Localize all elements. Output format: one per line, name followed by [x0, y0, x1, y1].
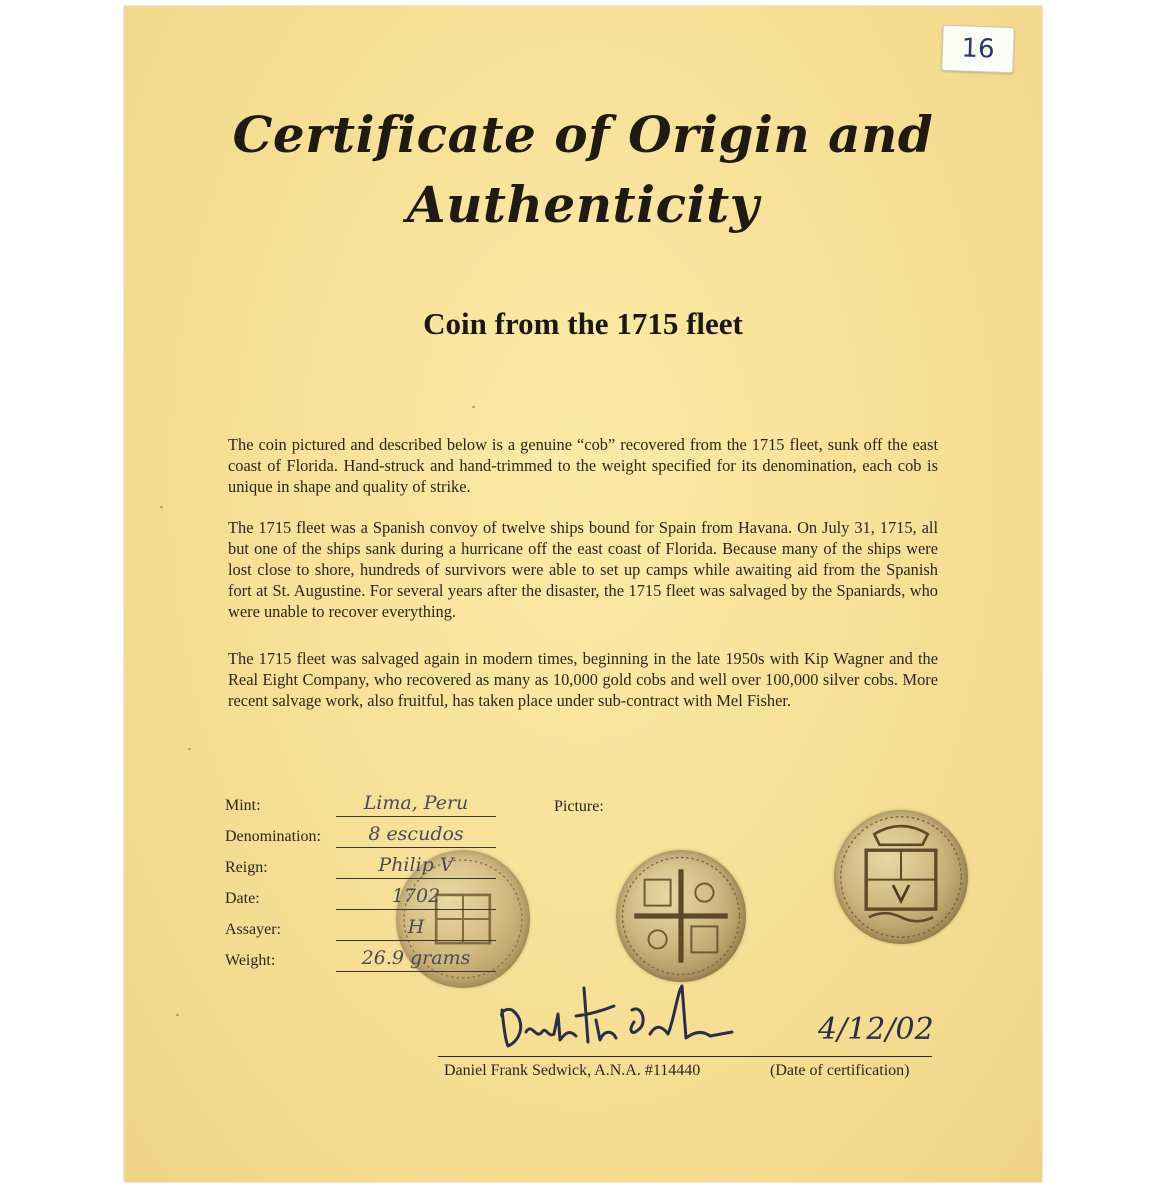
paragraph-salvage: The 1715 fleet was salvaged again in modern times, beginning in the late 1950s with Kip Wagner and the Real Eight Company, who recovered as many as 10,000 gold cobs and well over 100,000 silver cobs. More recent salvage work, also fruitful, has taken place under sub-contract with Mel Fisher. [228, 649, 938, 710]
signer-caption: Daniel Frank Sedwick, A.N.A. #114440 [444, 1062, 701, 1079]
certificate-subtitle: Coin from the 1715 fleet [423, 306, 743, 341]
signature-line [438, 1056, 932, 1057]
weight-label: Weight: [225, 952, 276, 969]
paper-speck [160, 506, 163, 508]
mint-value: Lima, Peru [336, 792, 496, 817]
paragraph-intro: The coin pictured and described below is a genuine “cob” recovered from the 1715 fleet, sunk off the east coast of Florida. Hand-struck and hand-trimmed to the weight specified for its denomination, each cob is unique in shape and quality of strike. [228, 435, 938, 496]
signature-image [492, 980, 742, 1056]
date-label: Date: [225, 890, 260, 907]
title-line-1: Certificate of Origin and [232, 105, 934, 164]
certificate-title [124, 100, 1042, 240]
title-line-2: Authenticity [406, 175, 760, 234]
weight-value: 26.9 grams [336, 947, 496, 972]
coin-image-obverse [834, 810, 968, 944]
coin-shield-design [834, 810, 968, 944]
picture-label: Picture: [554, 798, 604, 815]
mint-label: Mint: [225, 797, 261, 814]
certification-date-handwritten: 4/12/02 [818, 1012, 934, 1047]
lot-number-sticker: 16 [941, 25, 1015, 73]
denomination-label: Denomination: [225, 828, 321, 845]
denomination-value: 8 escudos [336, 823, 496, 848]
reign-label: Reign: [225, 859, 268, 876]
paper-speck [188, 748, 191, 750]
date-caption: (Date of certification) [770, 1062, 910, 1079]
paper-speck [472, 406, 475, 408]
coin-cross-design [616, 850, 746, 982]
reign-value: Philip V [336, 854, 496, 879]
assayer-value: H [336, 916, 496, 941]
date-value: 1702 [336, 885, 496, 910]
assayer-label: Assayer: [225, 921, 281, 938]
coin-image-reverse [616, 850, 746, 982]
paragraph-history: The 1715 fleet was a Spanish convoy of twelve ships bound for Spain from Havana. On July 31, 1715, all but one of the ships sank during a hurricane off the east coast of Florida. Because many of the ships were lost close to shore, hundreds of survivors were able to set up camps while awaiting aid from the Spanish fort at St. Augustine. For several years after the disaster, the 1715 fleet was salvaged by the Spaniards, who were unable to recover everything. [228, 518, 938, 621]
paper-speck [176, 1014, 179, 1016]
